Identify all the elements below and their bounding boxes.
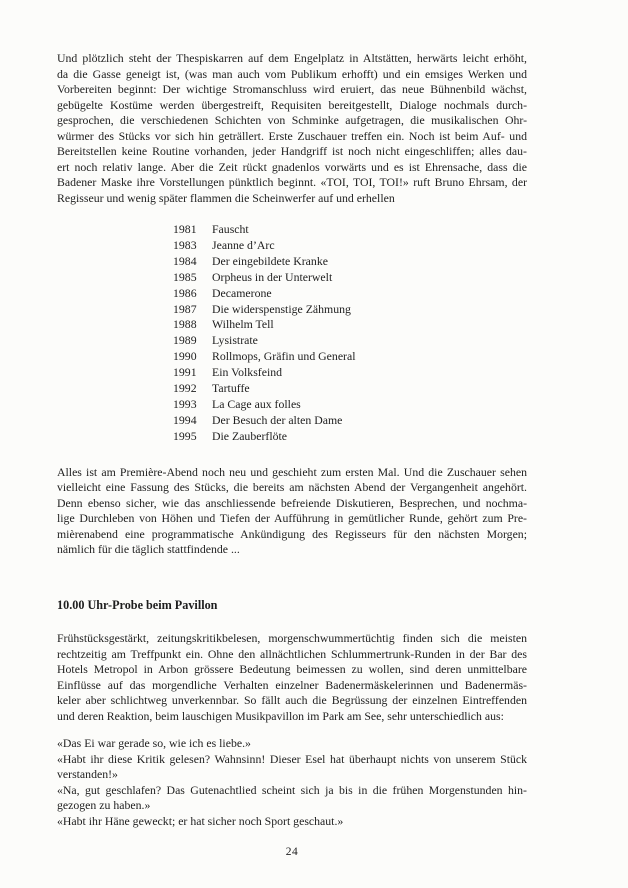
text-line: vielleicht eine Fassung des Stücks, die bereits am nächsten Abend der Vergangenheit angehört. [57, 480, 527, 495]
play-title: Die Zauberflöte [212, 428, 288, 443]
play-title: Decamerone [212, 285, 272, 300]
play-title: La Cage aux folles [212, 396, 301, 411]
page-content [57, 0, 527, 861]
text-line: Einflüsse auf das morgendliche Verhalten einzelner Badenermäskelerinnen und Badenermäs- [57, 677, 527, 692]
text-line: da die Gasse geneigt ist, (was man auch vom Publikum erhofft) und ein emsiges Werken und [57, 66, 527, 81]
quote-sport [57, 814, 527, 830]
play-title: Der Besuch der alten Dame [212, 412, 343, 427]
text-line: Und plötzlich steht der Thespiskarren auf dem Engelplatz in Altstätten, herwärts leicht erhöht, [57, 51, 527, 65]
morning-paragraph [57, 631, 527, 724]
play-row [173, 365, 527, 381]
quote-sleep [57, 783, 527, 814]
text-line: gezogen zu haben.» [57, 798, 151, 813]
play-year: 1993 [173, 396, 197, 411]
text-line: würmer des Stücks vor sich hin geträllert. Erste Zuschauer treffen ein. Noch ist beim Auf- und [57, 128, 527, 143]
play-title: Die widerspenstige Zähmung [212, 301, 351, 316]
text-line: verstanden!» [57, 767, 118, 782]
play-title: Rollmops, Gräfin und General [212, 349, 356, 364]
play-row [173, 413, 527, 429]
page-number: 24 [285, 846, 299, 859]
play-row [173, 222, 527, 238]
play-row [173, 317, 527, 333]
play-year: 1981 [173, 222, 197, 236]
play-row [173, 429, 527, 445]
play-row [173, 238, 527, 254]
text-line: Regisseur und wenig später flammen die Scheinwerfer auf und erhellen [57, 190, 395, 205]
intro-paragraph [57, 51, 527, 206]
play-row [173, 254, 527, 270]
play-year: 1988 [173, 317, 197, 332]
play-year: 1984 [173, 253, 197, 268]
play-year: 1991 [173, 365, 197, 380]
plays-list [57, 222, 527, 445]
play-year: 1990 [173, 349, 197, 364]
play-year: 1989 [173, 333, 197, 348]
text-line: rechtzeitig am Treffpunkt ein. Ohne den allnächtlichen Schlummertrunk-Runden in der Bar des [57, 646, 527, 661]
text-line: Alles ist am Première-Abend noch neu und geschieht zum ersten Mal. Und die Zuschauer sehen [57, 464, 527, 479]
play-title: Jeanne d’Arc [212, 237, 275, 252]
play-year: 1983 [173, 237, 197, 252]
text-line: «Habt ihr Häne geweckt; er hat sicher noch Sport geschaut.» [57, 813, 344, 828]
text-line: Bereitstellen keine Routine vorhanden, jeder Handgriff ist noch nicht eingeschliffen; alles dau- [57, 144, 527, 158]
text-line: nämlich für die täglich stattfindende ... [57, 542, 240, 557]
quote-egg [57, 736, 527, 752]
text-line: gebügelte Kostüme werden übergestreift, Requisiten bereitgestellt, Dialoge nochmals durch- [57, 97, 527, 112]
play-title: Wilhelm Tell [212, 317, 274, 332]
text-line: Frühstücksgestärkt, zeitungskritikbelesen, morgenschwummertüchtig finden sich die meisten [57, 631, 527, 646]
quotes-section [57, 736, 527, 829]
play-title: Tartuffe [212, 381, 250, 396]
play-row [173, 302, 527, 318]
text-line: mièrenabend eine programmatische Ankündigung des Regisseurs für den nächsten Morgen; [57, 526, 527, 541]
play-year: 1995 [173, 428, 197, 443]
section-heading: 10.00 Uhr-Probe beim Pavillon [57, 597, 218, 612]
play-row [173, 381, 527, 397]
play-year: 1992 [173, 381, 197, 396]
text-line: und deren Reaktion, beim lauschigen Musikpavillon im Park am See, sehr unterschiedlich aus: [57, 708, 504, 723]
text-line: Denn ebenso sicher, wie das anschliessende befreiende Diskutieren, Besprechen, und nochma- [57, 495, 527, 510]
play-row [173, 349, 527, 365]
play-title: Fauscht [212, 222, 249, 236]
play-year: 1985 [173, 269, 197, 284]
play-row [173, 286, 527, 302]
text-line: «Das Ei war gerade so, wie ich es liebe.» [57, 736, 251, 751]
play-year: 1987 [173, 301, 197, 316]
play-year: 1986 [173, 285, 197, 300]
play-year: 1994 [173, 412, 197, 427]
text-line: Badener Maske ihre Vorstellungen pünktlich beginnt. «TOI, TOI, TOI!» ruft Bruno Ehrsam, der [57, 175, 527, 189]
play-title: Orpheus in der Unterwelt [212, 269, 333, 284]
text-line: «Habt ihr diese Kritik gelesen? Wahnsinn! Dieser Esel hat überhaupt nichts von unserem Stück [57, 751, 527, 766]
text-line: «Na, gut geschlafen? Das Gutenachtlied scheint sich ja bis in die frühen Morgenstunden hin- [57, 782, 527, 797]
text-line: ert noch relativ lange. Aber die Zeit rückt gnadenlos vorwärts und es ist Ehrensache, dass die [57, 159, 527, 174]
text-line: lige Durchleben von Höhen und Tiefen der Aufführung in gemütlicher Runde, gehört zum Pre- [57, 511, 527, 526]
play-row [173, 333, 527, 349]
play-title: Der eingebildete Kranke [212, 253, 328, 268]
text-line: keler aber schlichtweg unverkennbar. So fällt auch die Begrüssung der einzelnen Eintreffenden [57, 693, 527, 708]
play-title: Ein Volksfeind [212, 365, 283, 380]
text-line: Hotels Metropol in Arbon grössere Bedeutung beimessen zu wollen, sind deren unmittelbare [57, 662, 527, 677]
play-title: Lysistrate [212, 333, 258, 348]
play-row [173, 397, 527, 413]
play-row [173, 270, 527, 286]
text-line: Vorbereiten beginnt: Der wichtige Stromanschluss wird eruiert, das neue Bühnenbild wächst, [57, 82, 527, 96]
quote-critique [57, 752, 527, 783]
premiere-paragraph [57, 465, 527, 558]
text-line: gesprochen, die verschiedenen Schichten von Schminke aufgetragen, die musikalischen Ohr- [57, 113, 527, 127]
